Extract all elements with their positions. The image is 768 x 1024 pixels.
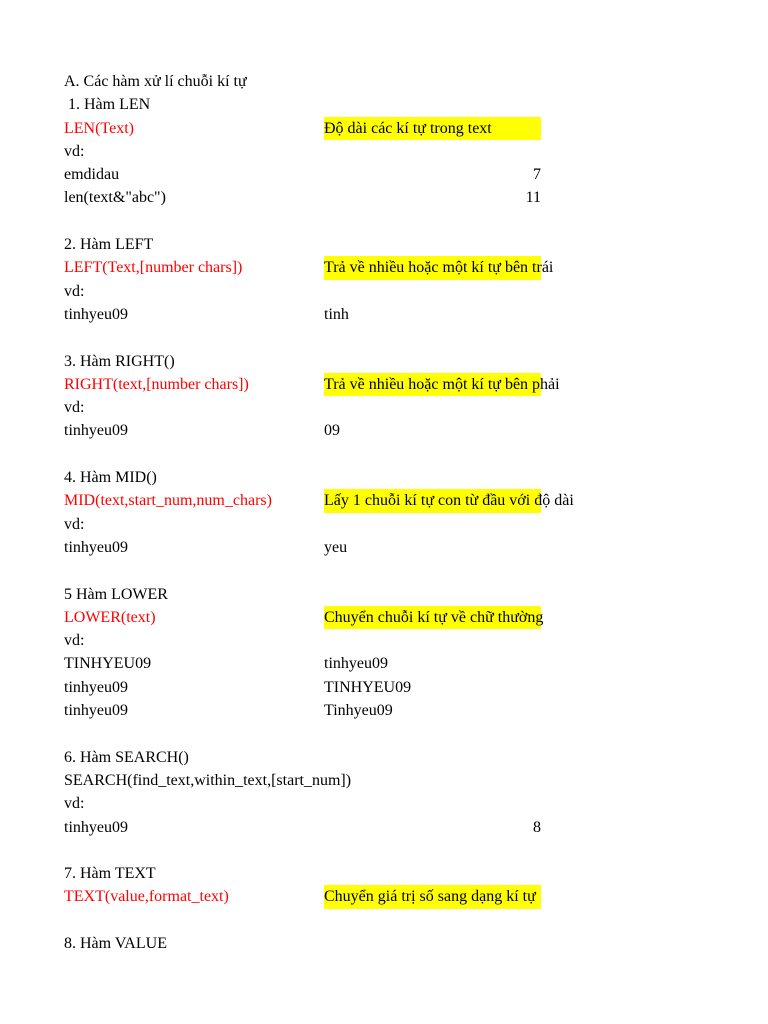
right-desc: Trả về nhiều hoặc một kí tự bên phải — [324, 375, 560, 393]
mid-heading: 4. Hàm MID() — [64, 469, 157, 487]
text-syntax: TEXT(value,format_text) — [64, 888, 229, 906]
value-heading: 8. Hàm VALUE — [64, 934, 167, 952]
len-vd-row — [64, 140, 704, 163]
blank-row — [64, 839, 704, 862]
mid-heading-row — [64, 466, 704, 489]
text-syntax-row — [64, 885, 704, 908]
len-example-row — [64, 186, 704, 209]
text-heading: 7. Hàm TEXT — [64, 865, 156, 883]
len-example-result: 7 — [533, 166, 541, 184]
search-syntax-row — [64, 769, 704, 792]
search-heading-row — [64, 746, 704, 769]
left-example-input: tinhyeu09 — [64, 305, 128, 323]
len-example-row — [64, 163, 704, 186]
lower-heading: 5 Hàm LOWER — [64, 585, 168, 603]
len-example-result: 11 — [525, 189, 541, 207]
left-example-row — [64, 303, 704, 326]
mid-syntax: MID(text,start_num,num_chars) — [64, 492, 272, 510]
search-example-input: tinhyeu09 — [64, 818, 128, 836]
left-heading: 2. Hàm LEFT — [64, 236, 154, 254]
value-heading-row — [64, 932, 704, 955]
right-example-row — [64, 419, 704, 442]
len-syntax: LEN(Text) — [64, 119, 134, 137]
blank-row — [64, 326, 704, 349]
len-syntax-row — [64, 117, 704, 140]
lower-example-input: tinhyeu09 — [64, 702, 128, 720]
len-example-input: emdidau — [64, 166, 120, 184]
lower-heading-row — [64, 583, 704, 606]
right-heading-row — [64, 350, 704, 373]
len-heading-row — [64, 93, 704, 116]
lower-syntax: LOWER(text) — [64, 608, 156, 626]
len-desc: Độ dài các kí tự trong text — [324, 119, 492, 137]
search-example-result: 8 — [533, 818, 541, 836]
lower-example-result: Tinhyeu09 — [324, 702, 393, 720]
lower-example-row — [64, 699, 704, 722]
lower-syntax-row — [64, 606, 704, 629]
lower-example-result: tinhyeu09 — [324, 655, 388, 673]
left-syntax: LEFT(Text,[number chars]) — [64, 259, 243, 277]
right-vd-row — [64, 396, 704, 419]
search-vd-row — [64, 792, 704, 815]
lower-example-row — [64, 676, 704, 699]
right-example-input: tinhyeu09 — [64, 422, 128, 440]
text-heading-row — [64, 862, 704, 885]
text-desc: Chuyển giá trị số sang dạng kí tự — [324, 888, 536, 906]
search-example-row — [64, 816, 704, 839]
search-vd: vd: — [64, 795, 85, 813]
len-vd: vd: — [64, 142, 85, 160]
right-vd: vd: — [64, 399, 85, 417]
left-vd: vd: — [64, 282, 85, 300]
mid-desc: Lấy 1 chuỗi kí tự con từ đầu với độ dài — [324, 492, 574, 510]
blank-row — [64, 443, 704, 466]
left-example-result: tinh — [324, 305, 349, 323]
mid-example-row — [64, 536, 704, 559]
blank-row — [64, 559, 704, 582]
lower-vd-row — [64, 629, 704, 652]
right-syntax: RIGHT(text,[number chars]) — [64, 375, 249, 393]
len-heading: 1. Hàm LEN — [68, 96, 151, 114]
lower-example-input: TINHYEU09 — [64, 655, 152, 673]
mid-vd-row — [64, 513, 704, 536]
lower-example-row — [64, 652, 704, 675]
blank-row — [64, 909, 704, 932]
blank-row — [64, 210, 704, 233]
section-title-row — [64, 70, 704, 93]
left-syntax-row — [64, 256, 704, 279]
search-heading: 6. Hàm SEARCH() — [64, 748, 189, 766]
right-heading: 3. Hàm RIGHT() — [64, 352, 175, 370]
mid-vd: vd: — [64, 515, 85, 533]
lower-vd: vd: — [64, 632, 85, 650]
right-example-result: 09 — [324, 422, 340, 440]
lower-desc: Chuyển chuỗi kí tự về chữ thường — [324, 608, 544, 626]
mid-example-result: yeu — [324, 538, 348, 556]
right-syntax-row — [64, 373, 704, 396]
spreadsheet-page — [64, 70, 704, 955]
search-syntax: SEARCH(find_text,within_text,[start_num]) — [64, 771, 352, 789]
section-title: A. Các hàm xử lí chuỗi kí tự — [64, 73, 247, 90]
lower-example-input: tinhyeu09 — [64, 678, 128, 696]
lower-example-result: TINHYEU09 — [324, 678, 412, 696]
len-example-input: len(text&"abc") — [64, 189, 166, 207]
left-heading-row — [64, 233, 704, 256]
blank-row — [64, 722, 704, 745]
mid-example-input: tinhyeu09 — [64, 538, 128, 556]
left-vd-row — [64, 280, 704, 303]
left-desc: Trả về nhiều hoặc một kí tự bên trái — [324, 259, 554, 277]
mid-syntax-row — [64, 489, 704, 512]
